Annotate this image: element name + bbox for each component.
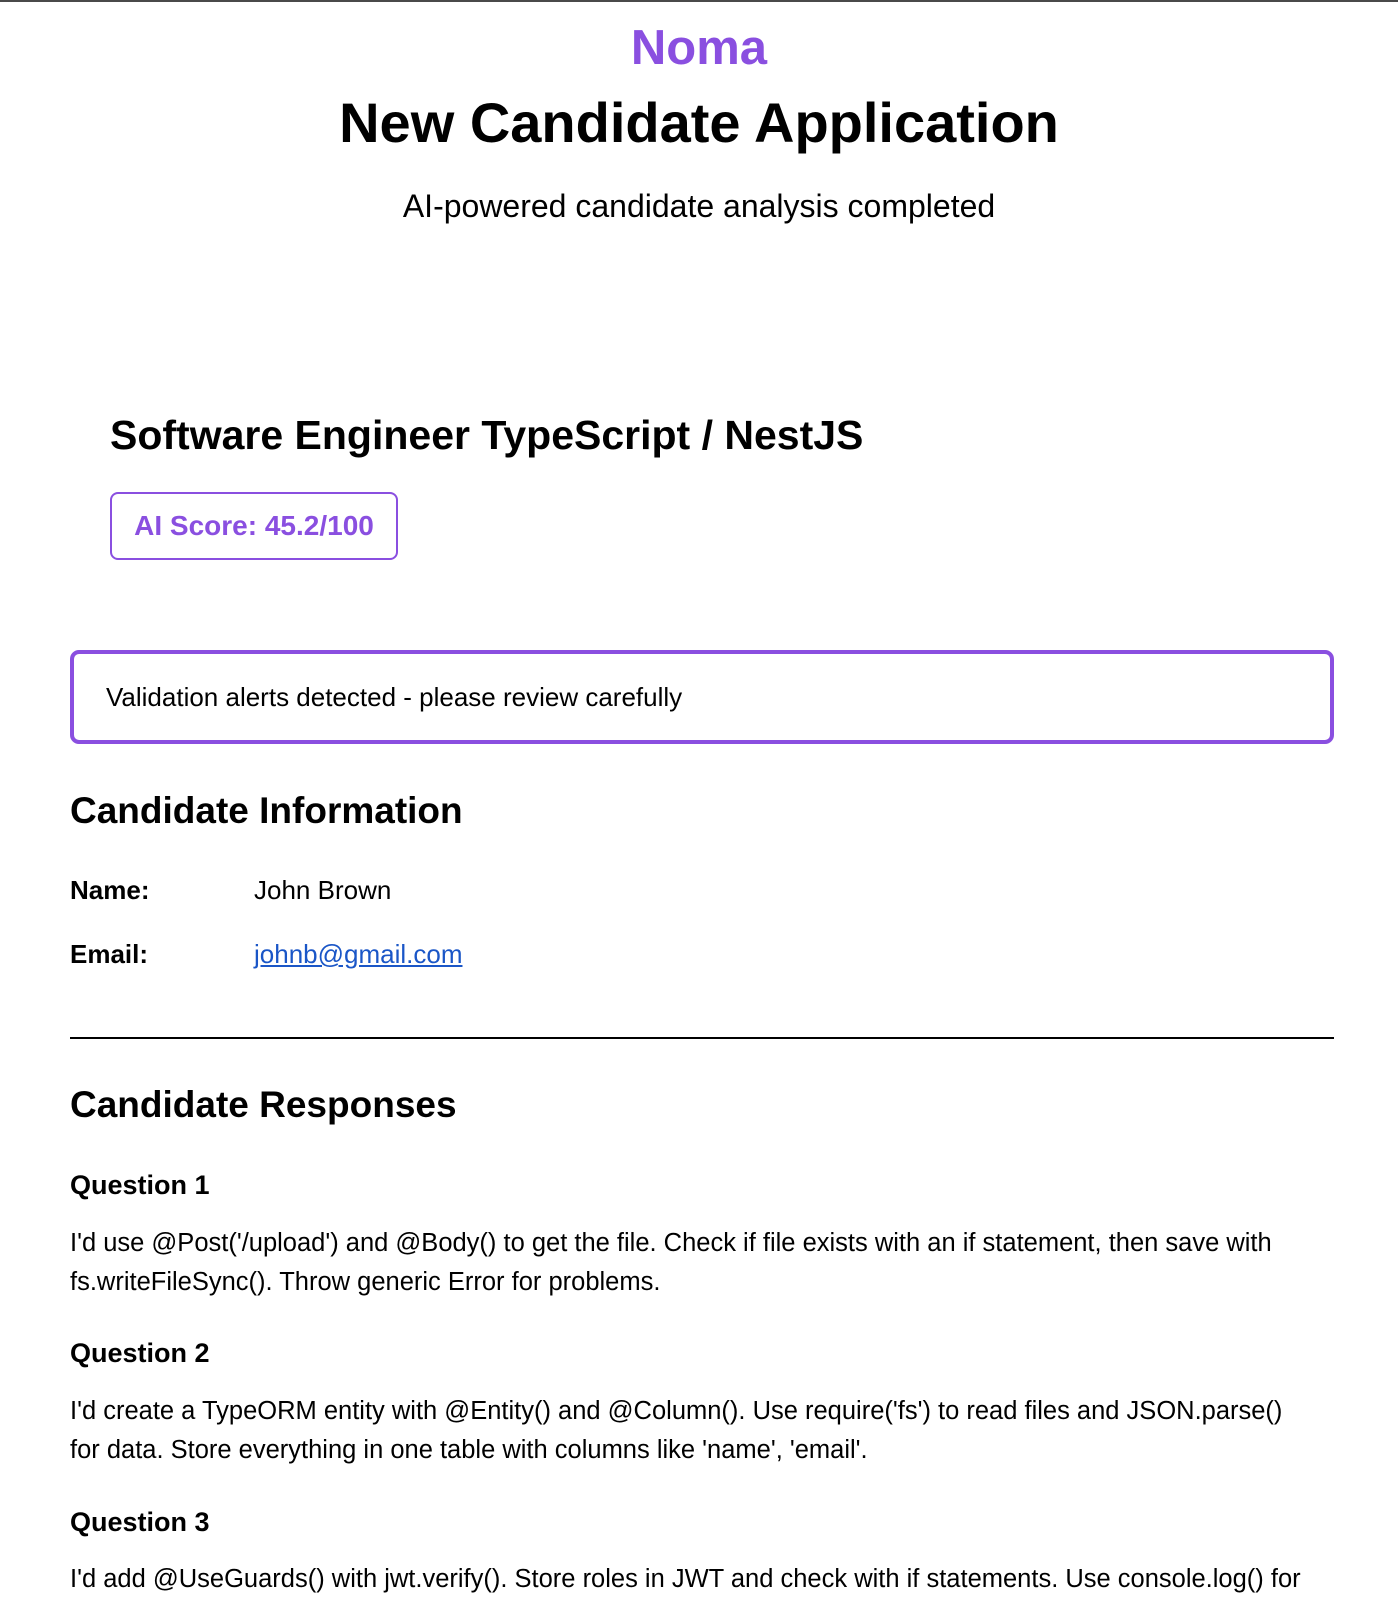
answer-line: fs.writeFileSync(). Throw generic Error for problems. xyxy=(70,1268,661,1296)
ai-score-label: AI Score: 45.2/100 xyxy=(134,510,374,541)
answer-line: for data. Store everything in one table with columns like 'name', 'email'. xyxy=(70,1436,868,1464)
email-label: Email: xyxy=(70,939,149,969)
validation-alert-message: Validation alerts detected - please review carefully xyxy=(106,681,683,712)
question-1-answer xyxy=(70,1224,1334,1302)
question-2-label: Question 2 xyxy=(70,1338,210,1368)
candidate-info-heading: Candidate Information xyxy=(70,790,463,831)
ai-score-badge xyxy=(110,492,398,560)
page-title: New Candidate Application xyxy=(339,91,1059,154)
candidate-email-row xyxy=(70,936,970,972)
question-2-answer xyxy=(70,1392,1334,1470)
email-header xyxy=(0,18,1398,226)
question-3-label: Question 3 xyxy=(70,1507,210,1537)
candidate-name-row xyxy=(70,872,970,908)
name-value: John Brown xyxy=(254,875,392,905)
window-top-edge xyxy=(0,0,1398,2)
answer-line: I'd use @Post('/upload') and @Body() to get the file. Check if file exists with an if statement, then save with xyxy=(70,1229,1272,1257)
name-label: Name: xyxy=(70,875,150,905)
page-subtitle: AI-powered candidate analysis completed xyxy=(402,188,996,224)
email-link[interactable]: johnb@gmail.com xyxy=(254,939,463,969)
answer-line: I'd create a TypeORM entity with @Entity() and @Column(). Use require('fs') to read files and JSON.parse() xyxy=(70,1397,1283,1425)
job-title: Software Engineer TypeScript / NestJS xyxy=(110,412,864,458)
question-1-label: Question 1 xyxy=(70,1170,210,1200)
candidate-responses-heading: Candidate Responses xyxy=(70,1084,457,1125)
validation-alert xyxy=(70,650,1334,744)
answer-line: I'd add @UseGuards() with jwt.verify(). Store roles in JWT and check with if statements. Use console.log() for xyxy=(70,1565,1301,1593)
section-divider xyxy=(70,1037,1334,1039)
brand-logo-text: Noma xyxy=(630,21,768,75)
question-3-answer xyxy=(70,1560,1334,1599)
